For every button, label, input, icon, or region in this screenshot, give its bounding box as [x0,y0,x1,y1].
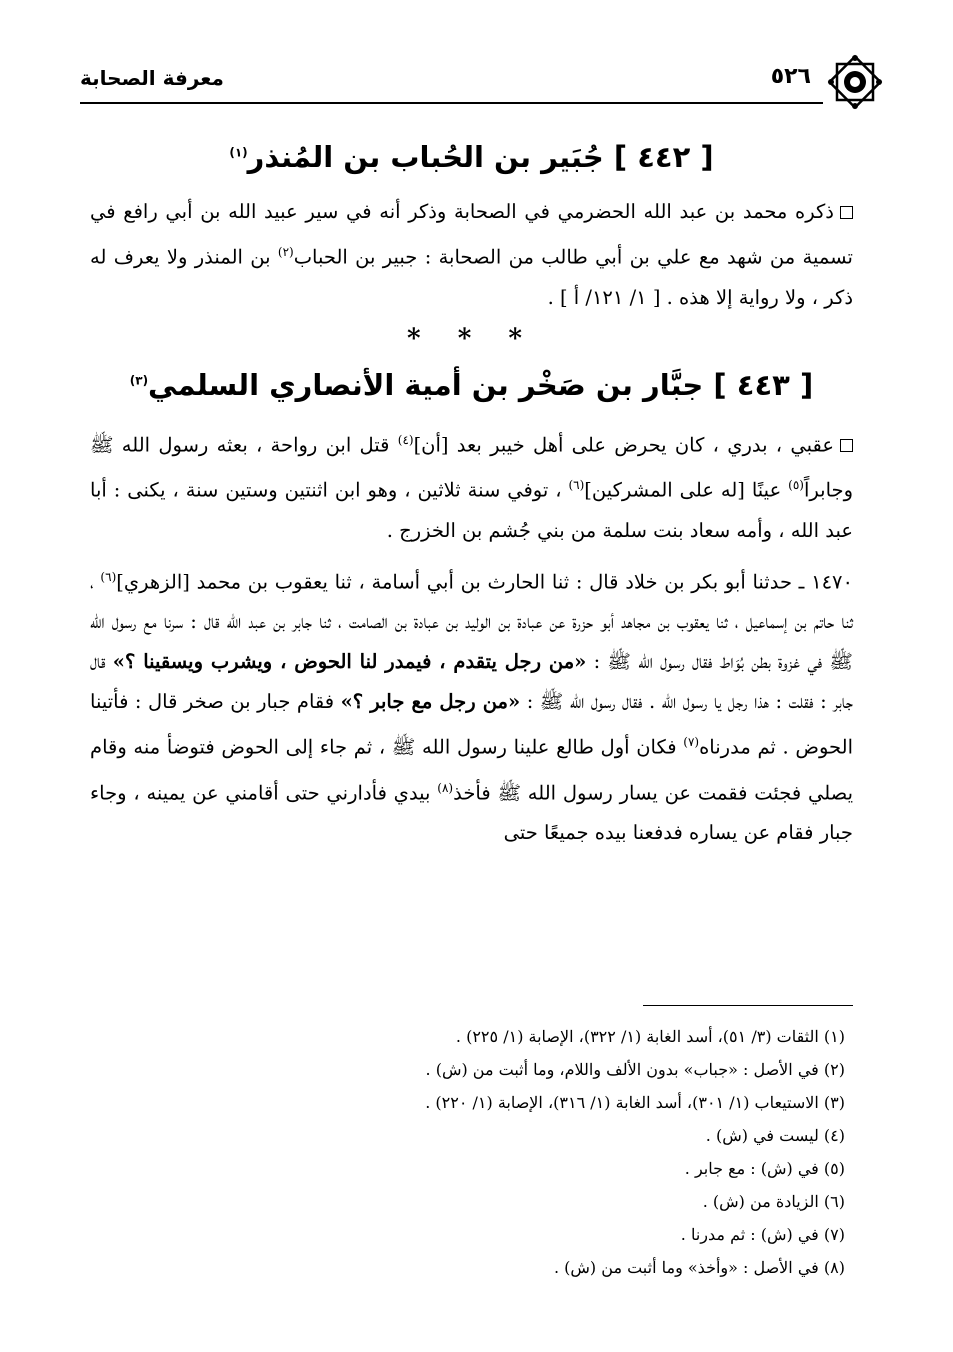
footnote-item: (٢) في الأصل : «جباب» بدون الألف واللام، وما أثبت من (ش) . [425,1060,845,1079]
running-title: معرفة الصحابة [80,66,224,90]
header-rule [80,102,823,104]
entry-heading-443 [90,368,853,402]
footnote-ref: (٨) [437,780,454,795]
footnotes [90,1020,845,1284]
entry-paragraph [90,420,853,551]
paragraph-text: بيدي فأدارني حتى أقامني عن يمينه ، وجاء جبار فقام عن يساره فدفعنا بيده جميعًا حتى [90,781,853,844]
paragraph-text: قتل ابن رواحة ، بعثه رسول الله ﷺ وجابراً [90,433,853,502]
paragraph-text: بن المنذر ولا يعرف له ذكر ، ولا رواية إلا هذه . [ ١/ ١٢١/ أ ] . [90,245,853,309]
paragraph-text: فقام جبار بن صخر قال : فأتينا الحوض . ثم مدرناه [90,690,853,759]
page-number: ٥٢٦ [770,64,811,89]
prophetic-quote: «من رجل مع جابر ؟» [340,690,521,713]
footnote-ref: (٤) [397,432,414,447]
section-separator: * * * [407,323,536,354]
footnote-rule [643,1005,853,1006]
page-content [90,130,853,859]
footnote-item: (٧) في (ش) : ثم مدرنا . [680,1225,845,1244]
footnote-item: (٦) الزيادة من (ش) . [702,1192,845,1211]
entry-heading-text: [ ٤٤٢ ] جُبَير بن الحُباب بن المُنذر [247,140,714,174]
footnote-item: (٨) في الأصل : «وأخذ» وما أثبت من (ش) . [553,1258,845,1277]
footnote-ref: (٧) [683,735,700,749]
square-bullet-icon [840,206,853,219]
footnote-ref: (١) [229,145,248,160]
footnote-ref: (٣) [129,372,149,387]
footnote-ref: (٥) [788,478,804,492]
entry-heading-text: [ ٤٤٣ ] جبَّار بن صَخْر بن أمية الأنصاري السلمي [148,367,814,402]
footnote-ref: (٦) [568,478,585,492]
prophetic-quote: «من رجل يتقدم ، فيمدر لنا الحوض ، ويشرب ويسقينا ؟» [112,650,587,673]
page-header [80,60,883,110]
entry-paragraph [90,192,853,318]
footnote-item: (٤) ليست في (ش) . [705,1126,845,1145]
paragraph-text: ذكره محمد بن عبد الله الحضرمي في الصحابة وذكر أنه في سير عبيد الله بن أبي رافع في تسمية من شهد مع علي بن أبي طالب من الصحابة : جبير بن الحباب [90,200,853,269]
paragraph-text: ، ثنا حاتم بن إسماعيل ، ثنا يعقوب بن مجاهد أبو حزرة عن عبادة بن الوليد بن عبادة بن الصامت ، ثنا جابر بن عبد الله قال : سرنا مع رسول الله ﷺ في غزوة بطن بُوَاط فقال رسول الله ﷺ : [90,570,853,673]
square-bullet-icon [840,439,853,452]
paragraph-text: فكان أول طالع علينا رسول الله ﷺ ، ثم جاء إلى الحوض فتوضأ منه وقام يصلي فجئت فقمت عن يسار رسول الله ﷺ فأخذ [90,735,854,804]
paragraph-text: ١٤٧٠ ـ حدثنا أبو بكر بن خلاد قال : ثنا الحارث بن أبي أسامة ، ثنا يعقوب بن محمد [الزهري] [116,570,853,593]
paragraph-text: قال جابر : فقلت : هذا رجل يا رسول الله . فقال رسول الله ﷺ : [90,650,854,713]
footnote-item: (١) الثقات (٣/ ٥١)، أسد الغابة (١/ ٣٢٢)، الإصابة (١/ ٢٢٥) . [455,1027,845,1046]
footnote-item: (٥) في (ش) : مع جابر . [684,1159,845,1178]
entry-heading-442 [90,140,853,174]
hadith-paragraph [90,557,853,854]
paragraph-text: عينًا [له على المشركين] [584,478,789,502]
footnote-ref: (٢) [277,245,294,259]
footnote-ref: (٦) [100,569,117,584]
octagram-ornament-icon [827,54,883,110]
footnote-item: (٣) الاستيعاب (١/ ٣٠١)، أسد الغابة (١/ ٣١٦)، الإصابة (١/ ٢٢٠) . [425,1093,845,1112]
paragraph-text: ، توفي سنة ثلاثين ، وهو ابن اثنتين وستين سنة ، يكنى : أبا عبد الله ، وأمه سعاد بنت سلمة من بني جُشم بن الخزرج . [90,478,853,542]
paragraph-text: عقبي ، بدري ، كان يحرض على أهل خيبر بعد [أن] [413,433,834,456]
